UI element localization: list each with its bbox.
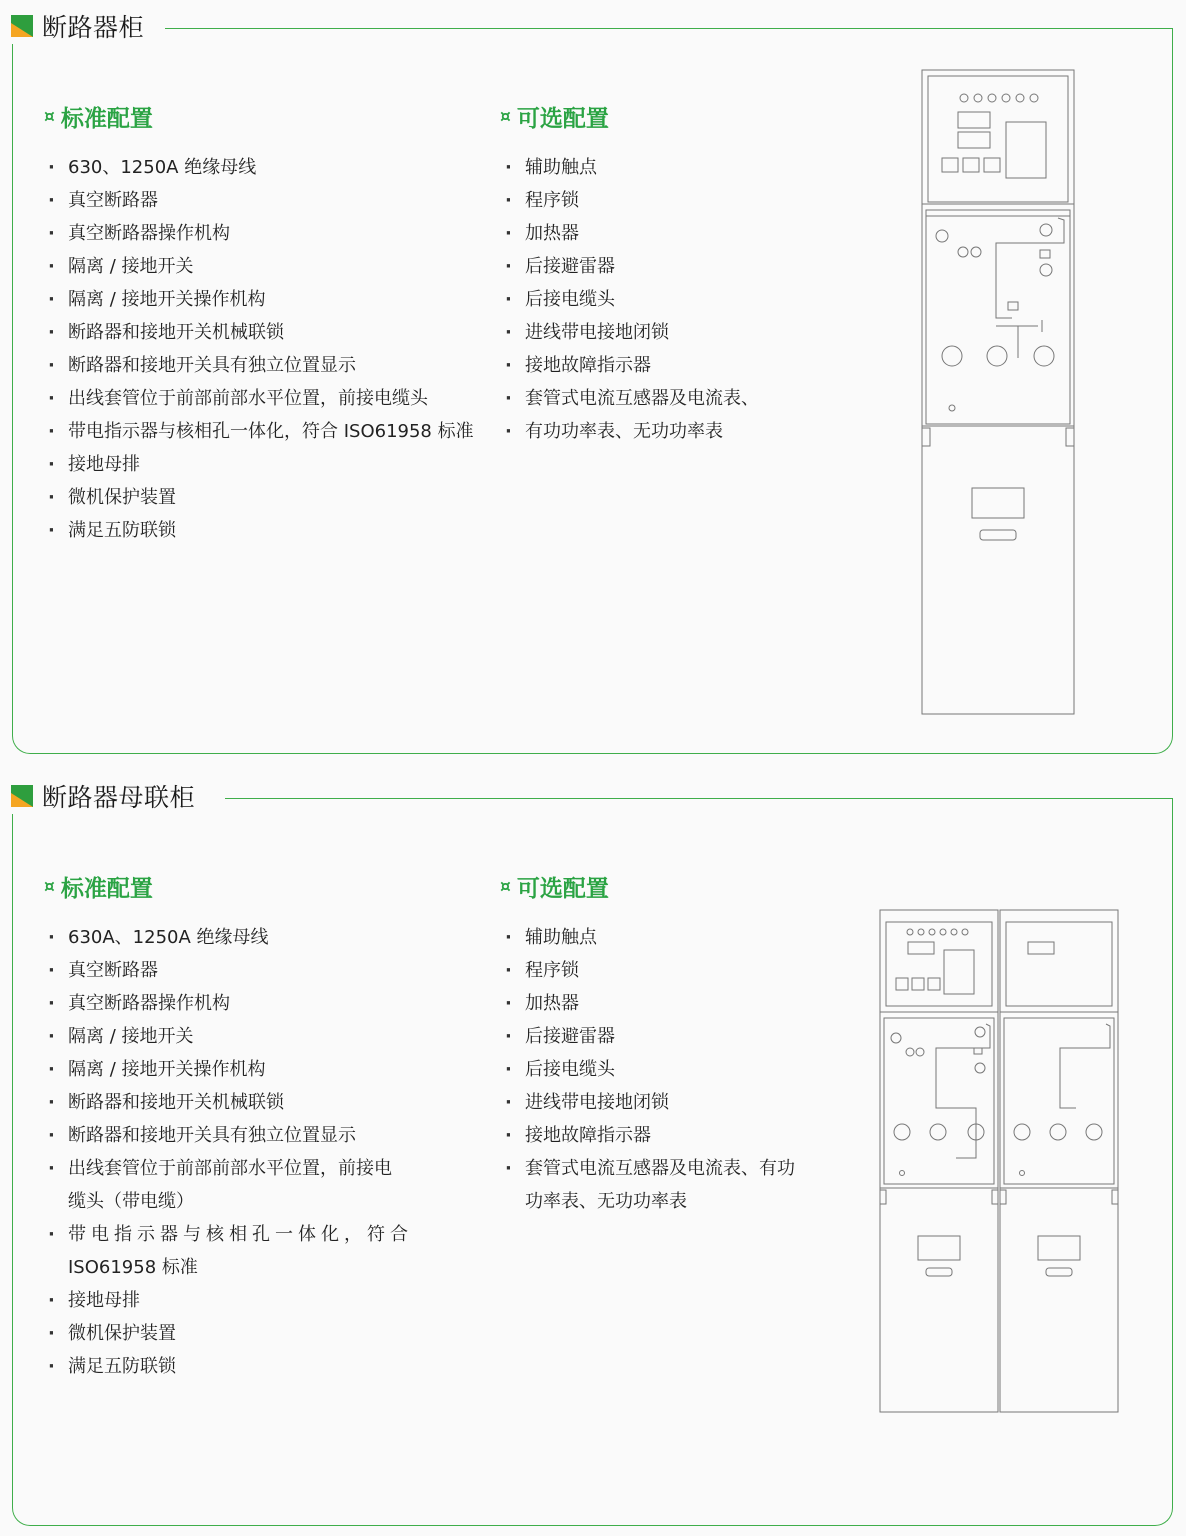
list-item-continuation: 缆头（带电缆） [68,1191,194,1212]
heading-text: 可选配置 [516,876,609,902]
list-item: · 真空断路器 [46,184,474,217]
list-item: · 隔离 / 接地开关操作机构 [46,1053,413,1086]
list-item: · 加热器 [503,987,795,1020]
list-item: · 出线套管位于前部前部水平位置，前接电缆头 [46,382,474,415]
title-square-icon [11,785,33,807]
list-item-continuation: 功率表、无功功率表 [525,1191,687,1212]
list-item: · 断路器和接地开关机械联锁 [46,316,474,349]
list-item: · 隔离 / 接地开关操作机构 [46,283,474,316]
heading-text: 标准配置 [60,106,153,132]
heading-text: 标准配置 [60,876,153,902]
heading-text: 可选配置 [516,106,609,132]
list-item: · 接地母排 [46,1284,413,1317]
list-item: · 带电指示器与核相孔一体化，符合 [46,1218,413,1251]
list-item: · 进线带电接地闭锁 [503,316,759,349]
standard-config-list [46,921,413,1383]
list-item: · 辅助触点 [503,921,795,954]
standard-config-list [46,151,474,547]
standard-config-heading [44,870,153,903]
list-item: · 630A、1250A 绝缘母线 [46,921,413,954]
list-item: · 辅助触点 [503,151,759,184]
title-square-icon [11,15,33,37]
list-item: · 微机保护装置 [46,481,474,514]
list-item: · 真空断路器 [46,954,413,987]
section-title-text: 断路器母联柜 [42,783,196,812]
list-item: · 程序锁 [503,954,795,987]
list-item: · 接地故障指示器 [503,1119,795,1152]
list-item: · 满足五防联锁 [46,514,474,547]
list-item: · 真空断路器操作机构 [46,987,413,1020]
cabinet-drawing [918,68,1080,718]
standard-config-heading [44,100,153,133]
list-item: · 断路器和接地开关机械联锁 [46,1086,413,1119]
list-item: · 后接电缆头 [503,1053,795,1086]
list-item: · 有功功率表、无功功率表 [503,415,759,448]
currency-sign-icon: ¤ [44,106,55,127]
optional-config-list [503,921,795,1218]
section-title [11,8,152,44]
list-item: · 隔离 / 接地开关 [46,1020,413,1053]
optional-config-list [503,151,759,448]
optional-config-heading [500,870,609,903]
list-item: · 带电指示器与核相孔一体化，符合 ISO61958 标准 [46,415,474,448]
list-item: · 微机保护装置 [46,1317,413,1350]
list-item: · 断路器和接地开关具有独立位置显示 [46,349,474,382]
list-item: · 630、1250A 绝缘母线 [46,151,474,184]
section-title [11,778,203,814]
list-item: · 真空断路器操作机构 [46,217,474,250]
currency-sign-icon: ¤ [500,876,511,897]
list-item: · 满足五防联锁 [46,1350,413,1383]
section-title-text: 断路器柜 [42,13,145,42]
list-item: · 断路器和接地开关具有独立位置显示 [46,1119,413,1152]
list-item: · 后接电缆头 [503,283,759,316]
list-item: · 后接避雷器 [503,1020,795,1053]
list-item: · 套管式电流互感器及电流表、有功 [503,1152,795,1185]
list-item: · 加热器 [503,217,759,250]
list-item: · 后接避雷器 [503,250,759,283]
currency-sign-icon: ¤ [44,876,55,897]
optional-config-heading [500,100,609,133]
list-item: · 出线套管位于前部前部水平位置，前接电 [46,1152,413,1185]
double-cabinet-drawing [876,908,1122,1416]
list-item: · 接地故障指示器 [503,349,759,382]
list-item: · 套管式电流互感器及电流表、 [503,382,759,415]
list-item: · 隔离 / 接地开关 [46,250,474,283]
list-item: · 程序锁 [503,184,759,217]
currency-sign-icon: ¤ [500,106,511,127]
list-item-continuation: ISO61958 标准 [68,1257,198,1278]
list-item: · 进线带电接地闭锁 [503,1086,795,1119]
list-item: · 接地母排 [46,448,474,481]
